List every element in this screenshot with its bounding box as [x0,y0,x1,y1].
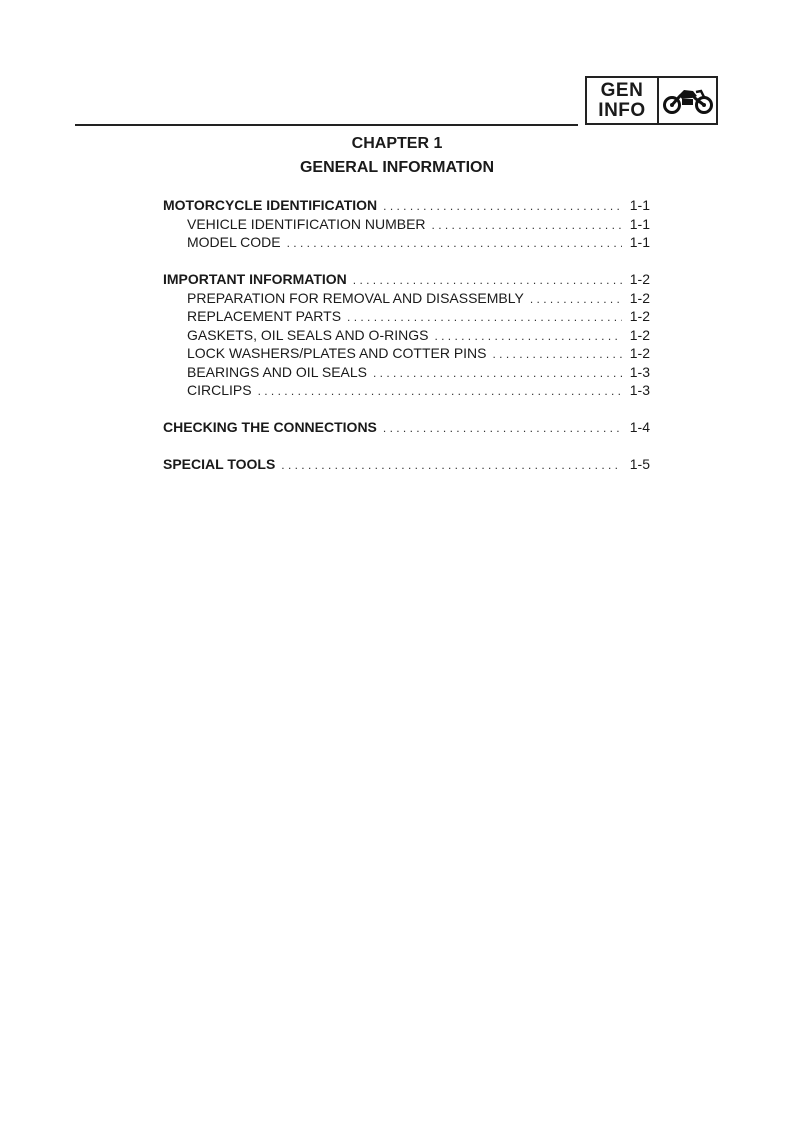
toc-section [163,419,650,438]
toc-subentry-page: 1-2 [629,308,650,324]
table-of-contents [163,197,650,493]
toc-subentry-label: PREPARATION FOR REMOVAL AND DISASSEMBLY [187,289,524,306]
toc-subentry[interactable] [163,216,650,235]
dot-leader [493,347,622,361]
toc-subentry-label: CIRCLIPS [187,382,252,398]
chapter-subtitle: GENERAL INFORMATION [299,159,495,176]
toc-subentry-page: 1-1 [629,215,650,232]
toc-subentry-page: 1-2 [629,326,650,343]
toc-subentry-label: REPLACEMENT PARTS [187,308,342,324]
toc-entry[interactable] [163,419,650,438]
dot-leader [353,273,622,287]
toc-section [163,456,650,475]
toc-subentry-page: 1-2 [629,289,650,306]
dot-leader [347,310,622,324]
toc-subentry-label: BEARINGS AND OIL SEALS [187,363,367,380]
dot-leader [530,292,622,306]
toc-subentry-label: GASKETS, OIL SEALS AND O-RINGS [187,326,429,343]
toc-entry[interactable] [163,456,650,475]
motorcycle-icon [659,78,716,123]
toc-subentry-label: LOCK WASHERS/PLATES AND COTTER PINS [187,345,487,361]
toc-entry[interactable] [163,197,650,216]
toc-subentry-label: VEHICLE IDENTIFICATION NUMBER [187,215,426,232]
toc-entry-page: 1-5 [629,456,650,472]
toc-entry-page: 1-2 [629,271,650,287]
toc-entry-page: 1-1 [629,197,650,213]
badge-label [587,78,659,123]
toc-entry-label: SPECIAL TOOLS [163,456,276,472]
header-rule [75,124,578,126]
dot-leader [373,366,622,380]
toc-entry-label: MOTORCYCLE IDENTIFICATION [163,197,378,213]
badge-line-2: INFO [598,99,646,121]
toc-subentry-page: 1-2 [629,345,650,361]
dot-leader [383,199,622,213]
toc-subentry[interactable] [163,308,650,327]
chapter-title: CHAPTER 1 [351,135,443,152]
dot-leader [434,329,622,343]
dot-leader [258,384,622,398]
dot-leader [281,458,622,472]
dot-leader [287,236,622,250]
toc-subentry[interactable] [163,327,650,346]
dot-leader [432,218,622,232]
toc-subentry-page: 1-3 [629,363,650,380]
toc-entry[interactable] [163,271,650,290]
toc-entry-label: IMPORTANT INFORMATION [163,271,347,287]
section-badge [585,76,718,125]
toc-section [163,271,650,401]
toc-subentry[interactable] [163,345,650,364]
toc-subentry[interactable] [163,234,650,253]
dot-leader [383,421,622,435]
toc-subentry-page: 1-3 [629,382,650,398]
toc-subentry[interactable] [163,364,650,383]
toc-subentry[interactable] [163,290,650,309]
badge-line-1: GEN [600,79,644,101]
toc-subentry-page: 1-1 [629,234,650,250]
toc-subentry[interactable] [163,382,650,401]
toc-entry-page: 1-4 [629,419,650,435]
toc-entry-label: CHECKING THE CONNECTIONS [163,419,377,435]
toc-subentry-label: MODEL CODE [187,234,281,250]
toc-section [163,197,650,253]
